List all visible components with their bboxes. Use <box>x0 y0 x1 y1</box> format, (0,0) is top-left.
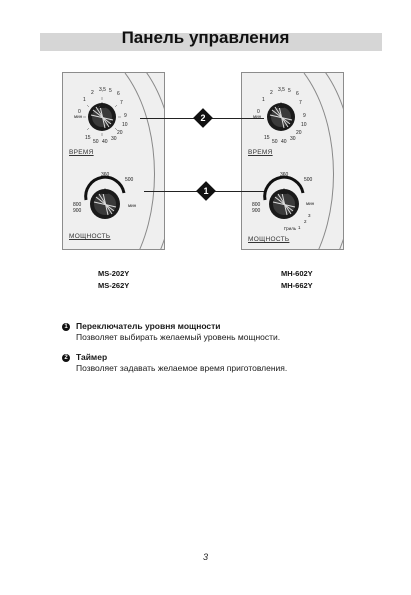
model-name: MH-662Y <box>281 281 313 290</box>
control-panel-right <box>241 72 344 250</box>
legend-description: Позволяет выбирать желаемый уровень мощности. <box>76 332 281 342</box>
timer-scale-mark: 6 <box>296 91 299 97</box>
callout-number-2: 2 <box>200 113 206 123</box>
timer-scale-mark: 7 <box>299 100 302 106</box>
power-scale-mark: 500 <box>125 177 134 183</box>
timer-scale-mark: 6 <box>117 91 120 97</box>
timer-scale-mark: 7 <box>120 100 123 106</box>
timer-scale-mark: 5 <box>109 88 112 94</box>
timer-scale-mark: 40 <box>102 139 108 145</box>
timer-scale-mark: 1 <box>262 97 265 103</box>
legend-marker: 1 <box>62 323 70 331</box>
power-scale-mark: 800 <box>252 202 261 208</box>
model-name: MH-602Y <box>281 269 313 278</box>
timer-scale-mark: 10 <box>122 122 128 128</box>
timer-dial[interactable] <box>83 97 121 136</box>
timer-scale-mark: 2 <box>91 90 94 96</box>
legend-title: Переключатель уровня мощности <box>76 321 221 331</box>
control-panel-left <box>62 72 165 250</box>
timer-scale-mark: 9 <box>303 113 306 119</box>
power-scale-mark: 900 <box>252 208 261 214</box>
power-scale-mark: 500 <box>304 177 313 183</box>
timer-label: ВРЕМЯ <box>248 149 273 156</box>
timer-scale-mark: 30 <box>111 136 117 142</box>
dials-drawing <box>63 73 165 250</box>
timer-scale-mark: 20 <box>117 130 123 136</box>
timer-scale-mark: 0 <box>257 109 260 115</box>
timer-scale-mark: 15 <box>264 135 270 141</box>
power-scale-mark: мин <box>306 201 315 206</box>
timer-scale-mark: 50 <box>272 139 278 145</box>
legend-description: Позволяет задавать желаемое время приготовления. <box>76 363 288 373</box>
legend-title: Таймер <box>76 352 108 362</box>
power-label: МОЩНОСТЬ <box>248 236 290 243</box>
power-scale-mark: 800 <box>73 202 82 208</box>
power-scale-mark: мин <box>128 203 137 208</box>
power-scale-mark: 360 <box>101 172 110 178</box>
timer-scale-mark: 9 <box>124 113 127 119</box>
timer-dial[interactable] <box>267 102 295 131</box>
callout-number-1: 1 <box>203 186 209 196</box>
power-scale-mark: Гриль <box>284 226 297 231</box>
power-scale-mark: 2 <box>304 219 307 224</box>
timer-scale-mark: 3,5 <box>99 87 106 93</box>
page-title: Панель управления <box>121 28 290 47</box>
timer-scale-mark: 10 <box>301 122 307 128</box>
timer-scale-mark: 1 <box>83 97 86 103</box>
timer-scale-mark: 3,5 <box>278 87 285 93</box>
power-scale-mark: 1 <box>298 225 301 230</box>
page-number: 3 <box>202 552 208 562</box>
timer-scale-mark: мин <box>74 114 83 119</box>
timer-scale-mark: 0 <box>78 109 81 115</box>
timer-label: ВРЕМЯ <box>69 149 94 156</box>
timer-scale-mark: 15 <box>85 135 91 141</box>
model-name: MS-262Y <box>98 281 130 290</box>
timer-scale-mark: 5 <box>288 88 291 94</box>
model-name: MS-202Y <box>98 269 130 278</box>
power-label: МОЩНОСТЬ <box>69 233 111 240</box>
power-dial[interactable] <box>86 177 124 219</box>
timer-scale-mark: 20 <box>296 130 302 136</box>
timer-scale-mark: мин <box>253 114 262 119</box>
power-scale-mark: 360 <box>280 172 289 178</box>
timer-scale-mark: 50 <box>93 139 99 145</box>
legend-marker: 2 <box>62 354 70 362</box>
model-list-left <box>98 268 129 292</box>
timer-scale-mark: 30 <box>290 136 296 142</box>
power-scale-mark: 900 <box>73 208 82 214</box>
timer-scale-mark: 2 <box>270 90 273 96</box>
power-scale-mark: 3 <box>308 213 311 218</box>
dials-drawing <box>242 73 344 250</box>
model-list-right <box>281 268 313 292</box>
timer-scale-mark: 40 <box>281 139 287 145</box>
power-dial[interactable] <box>265 177 303 219</box>
